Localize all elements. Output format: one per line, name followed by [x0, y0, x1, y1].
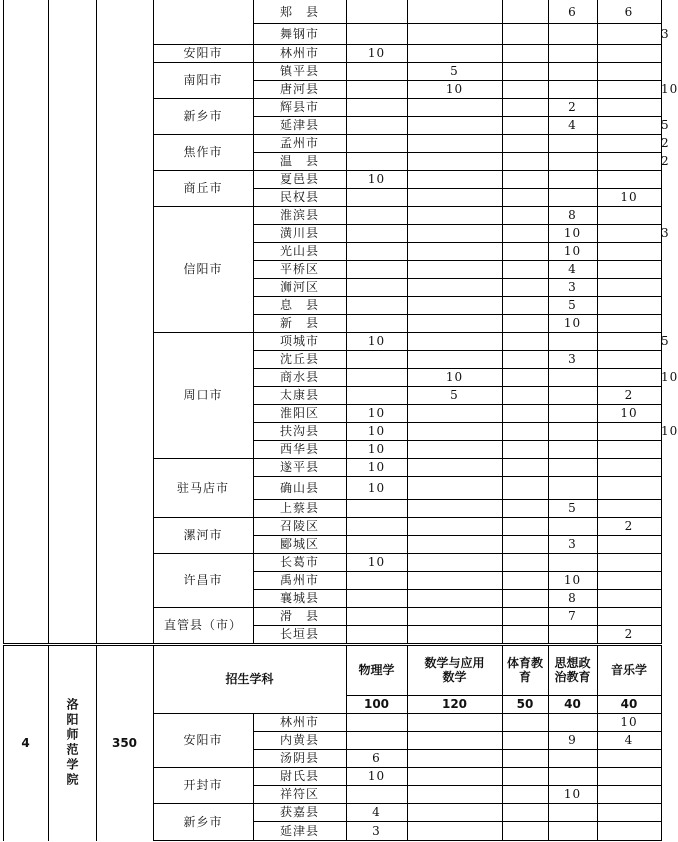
county-label: 郾城区	[279, 537, 319, 551]
grid-vline	[48, 0, 49, 644]
quota-value: 10	[445, 370, 464, 384]
subject-name: 物理学	[358, 663, 395, 677]
county-label: 项城市	[279, 334, 319, 348]
city-label: 周口市	[183, 388, 223, 402]
quota-value: 10	[367, 480, 386, 495]
county-label: 遂平县	[279, 460, 319, 474]
city-label: 许昌市	[183, 573, 223, 587]
grid-vline	[502, 0, 503, 644]
grid-vline	[3, 0, 4, 644]
quota-value: 10	[367, 172, 386, 186]
subject-quota: 40	[564, 697, 581, 711]
county-label: 夏邑县	[279, 172, 319, 186]
county-label: 上蔡县	[279, 501, 319, 515]
quota-value: 10	[367, 424, 386, 438]
quota-value: 10	[563, 244, 582, 258]
city-label: 安阳市	[183, 733, 223, 747]
city-label: 开封市	[183, 778, 223, 792]
county-label: 唐河县	[279, 82, 319, 96]
city-label: 信阳市	[183, 262, 223, 276]
city-label: 漯河市	[183, 528, 223, 542]
quota-value: 2	[661, 154, 670, 168]
grid-hline	[3, 643, 662, 644]
county-label: 获嘉县	[279, 805, 319, 819]
county-label: 淮阳区	[279, 406, 319, 420]
quota-value: 10	[367, 769, 386, 783]
city-label: 新乡市	[183, 814, 223, 829]
subject-header: 招生学科	[225, 672, 274, 686]
quota-value: 10	[661, 82, 678, 96]
city-label: 商丘市	[183, 181, 223, 195]
quota-value: 2	[624, 627, 634, 641]
quota-value: 10	[563, 573, 582, 587]
county-label: 太康县	[279, 388, 319, 402]
county-label: 新 县	[279, 316, 319, 330]
quota-value: 10	[367, 442, 386, 456]
county-label: 郏 县	[279, 4, 319, 19]
quota-value: 10	[620, 715, 638, 729]
county-label: 镇平县	[279, 64, 319, 78]
quota-value: 5	[450, 64, 459, 78]
county-label: 息 县	[279, 298, 319, 312]
county-label: 辉县市	[279, 100, 319, 114]
quota-value: 8	[568, 591, 577, 605]
quota-value: 5	[661, 334, 670, 348]
county-label: 尉氏县	[279, 769, 319, 783]
county-label: 林州市	[279, 46, 319, 60]
quota-value: 4	[372, 805, 381, 819]
quota-value: 3	[661, 26, 670, 41]
quota-value: 10	[367, 460, 386, 474]
quota-value: 5	[568, 298, 577, 312]
quota-value: 6	[624, 4, 634, 19]
county-label: 沈丘县	[279, 352, 319, 366]
county-label: 光山县	[279, 244, 319, 258]
county-label: 扶沟县	[279, 424, 319, 438]
quota-value: 3	[568, 537, 577, 551]
county-label: 滑 县	[279, 609, 319, 623]
subject-name: 音乐学	[610, 663, 647, 677]
county-label: 长垣县	[279, 627, 319, 641]
subject-quota: 40	[620, 697, 638, 711]
quota-value: 10	[661, 370, 678, 384]
quota-value: 4	[568, 262, 577, 276]
county-label: 延津县	[279, 823, 319, 838]
grid-vline	[661, 645, 662, 841]
quota-value: 2	[624, 519, 634, 533]
county-label: 禹州市	[279, 573, 319, 587]
city-label: 直管县（市）	[163, 618, 242, 632]
grid-vline	[346, 0, 347, 644]
county-label: 襄城县	[279, 591, 319, 605]
school-name: 洛阳师范学院	[65, 697, 79, 788]
subject-name: 体育教育	[506, 656, 543, 684]
quota-value: 4	[568, 118, 577, 132]
quota-value: 10	[563, 316, 582, 330]
county-label: 祥符区	[279, 787, 319, 801]
quota-value: 6	[372, 751, 381, 765]
quota-value: 2	[568, 100, 577, 114]
quota-value: 10	[367, 46, 386, 60]
quota-value: 10	[367, 334, 386, 348]
quota-value: 7	[568, 609, 577, 623]
quota-value: 5	[450, 388, 459, 402]
quota-value: 8	[568, 208, 577, 222]
county-label: 西华县	[279, 442, 319, 456]
city-label: 驻马店市	[176, 480, 229, 495]
quota-value: 5	[661, 118, 670, 132]
quota-value: 10	[445, 82, 464, 96]
school-index: 4	[21, 735, 30, 750]
grid-vline	[597, 0, 598, 644]
quota-value: 10	[367, 406, 386, 420]
quota-value: 4	[624, 733, 634, 747]
county-label: 平桥区	[279, 262, 319, 276]
quota-value: 6	[568, 4, 577, 19]
grid-vline	[96, 0, 97, 644]
county-label: 孟州市	[279, 136, 319, 150]
county-label: 林州市	[279, 715, 319, 729]
city-label: 南阳市	[183, 73, 223, 87]
subject-name: 思想政治教育	[554, 656, 591, 684]
quota-value: 2	[661, 136, 670, 150]
city-label: 焦作市	[183, 145, 223, 159]
county-label: 民权县	[279, 190, 319, 204]
subject-quota: 120	[441, 697, 468, 711]
county-label: 商水县	[279, 370, 319, 384]
quota-value: 3	[661, 226, 670, 240]
county-label: 确山县	[279, 480, 319, 495]
quota-value: 10	[563, 787, 582, 801]
quota-value: 10	[620, 190, 638, 204]
quota-value: 10	[563, 226, 582, 240]
subject-quota: 50	[516, 697, 534, 711]
quota-value: 3	[568, 352, 577, 366]
quota-value: 10	[367, 555, 386, 569]
county-label: 内黄县	[279, 733, 319, 747]
quota-value: 10	[661, 424, 678, 438]
county-label: 召陵区	[279, 519, 319, 533]
county-label: 潢川县	[279, 226, 319, 240]
county-label: 延津县	[279, 118, 319, 132]
county-label: 浉河区	[279, 280, 319, 294]
quota-value: 2	[624, 388, 634, 402]
quota-value: 3	[372, 823, 381, 838]
county-label: 温 县	[279, 154, 319, 168]
subject-quota: 100	[363, 697, 390, 711]
quota-value: 3	[568, 280, 577, 294]
county-label: 淮滨县	[279, 208, 319, 222]
subject-name: 数学与应用数学	[424, 656, 485, 684]
grid-hline	[153, 840, 662, 841]
county-label: 汤阴县	[279, 751, 319, 765]
city-label: 新乡市	[183, 109, 223, 123]
quota-value: 5	[568, 501, 577, 515]
city-label: 安阳市	[183, 46, 223, 60]
county-label: 舞钢市	[279, 26, 319, 41]
school-total: 350	[111, 735, 138, 750]
quota-value: 9	[568, 733, 577, 747]
quota-value: 10	[620, 406, 638, 420]
county-label: 长葛市	[279, 555, 319, 569]
